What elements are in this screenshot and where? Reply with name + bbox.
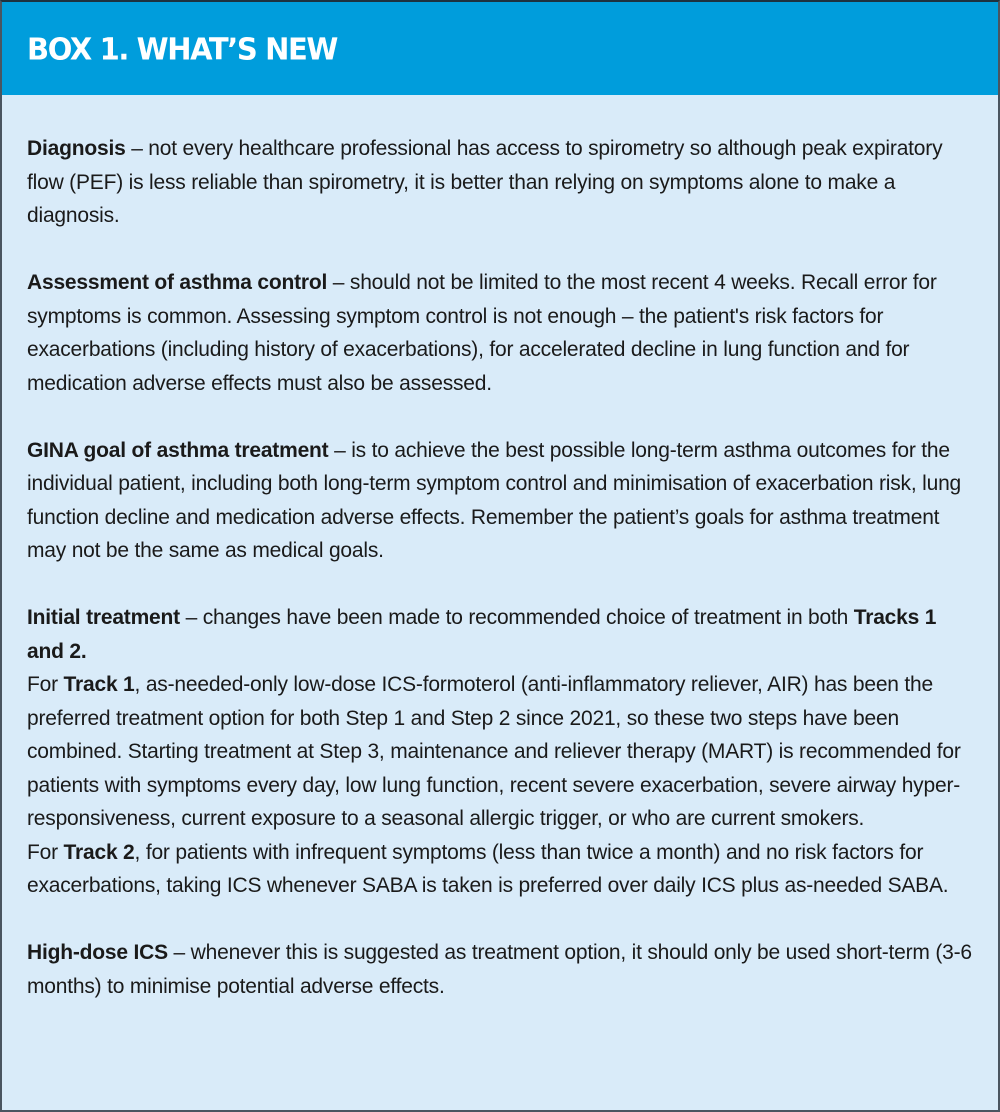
section-text: – not every healthcare professional has access to spirometry so although peak expiratory flow (PEF) is less reliable than spirometry, it is better than relying on symptoms alone to make a diagnosis. [27,137,943,227]
section-heading: Assessment of asthma control [27,271,328,294]
section-diagnosis [27,132,972,233]
track-2-label: Track 2 [63,840,135,864]
initial-treatment-intro [27,601,972,668]
box-title: BOX 1. WHAT’S NEW [27,30,337,67]
track-1-paragraph [27,668,972,836]
section-assessment-of-asthma-control [27,266,972,400]
track-2-text: , for patients with infrequent symptoms (less than twice a month) and no risk factors for exacerbations, taking ICS whenever SABA is taken is preferred over daily ICS plus as-needed SABA. [27,840,949,897]
section-high-dose-ics [27,936,972,1003]
box-header [2,2,998,95]
section-text: – whenever this is suggested as treatment option, it should only be used short-term (3-6 months) to minimise potential adverse effects. [27,941,972,998]
box-content [2,95,998,1003]
section-heading: Diagnosis [27,137,126,160]
section-text: – should not be limited to the most recent 4 weeks. Recall error for symptoms is common. Assessing symptom control is not enough – the patient's risk factors for exacerbations (including history of exacerbations), for accelerated decline in lung function and for medication adverse effects must also be assessed. [27,271,937,395]
section-gina-goal [27,434,972,568]
section-heading: Initial treatment [27,606,180,629]
track-1-text: , as-needed-only low-dose ICS-formoterol (anti-inflammatory reliever, AIR) has been the preferred treatment option for both Step 1 and Step 2 since 2021, so these two steps have been combined. Starting treatment at Step 3, maintenance and reliever therapy (MART) is recommended for patients with symptoms every day, low lung function, recent severe exacerbation, severe airway hyper-responsiveness, current exposure to a seasonal allergic trigger, or who are current smokers. [27,673,961,830]
track-1-prefix: For [27,673,64,696]
track-2-prefix: For [27,840,64,864]
section-initial-treatment [27,601,972,903]
track-2-paragraph [27,836,972,903]
section-text: – is to achieve the best possible long-term asthma outcomes for the individual patient, including both long-term symptom control and minimisation of exacerbation risk, lung function decline and medication adverse effects. Remember the patient’s goals for asthma treatment may not be the same as medical goals. [27,438,962,562]
section-text: – changes have been made to recommended choice of treatment in both [179,606,854,629]
section-heading: High-dose ICS [27,941,168,964]
section-heading: GINA goal of asthma treatment [27,438,329,462]
tracks-label: Tracks 1 and 2. [27,606,937,663]
track-1-label: Track 1 [63,673,135,696]
